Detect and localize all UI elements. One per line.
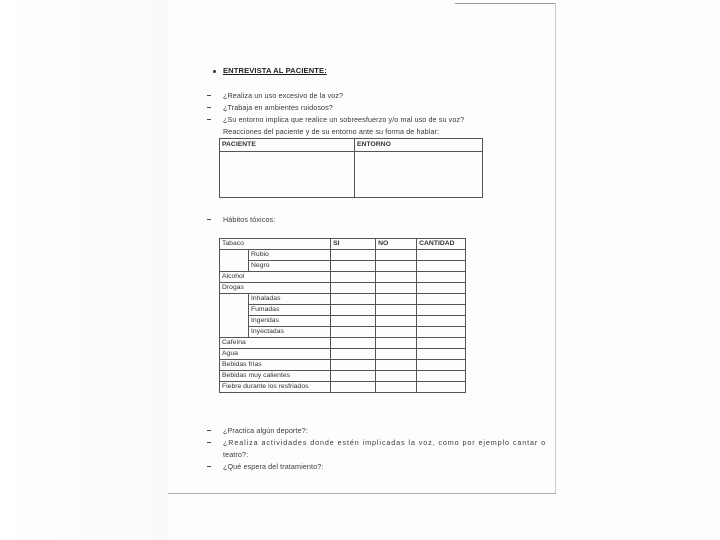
cell-si — [331, 294, 376, 305]
cell-si — [331, 349, 376, 360]
cell-si — [331, 305, 376, 316]
row-rubio: Rubio — [249, 250, 331, 261]
cell-cantidad — [417, 338, 466, 349]
cell-no — [376, 305, 417, 316]
question-actividades: ¿Realiza actividades donde estén implicadas la voz, como por ejemplo cantar o — [223, 438, 546, 447]
cell-si — [331, 272, 376, 283]
header-tabaco: Tabaco — [220, 239, 331, 250]
scan-edge-bottom — [168, 493, 556, 494]
bullet-dash-3 — [207, 119, 211, 120]
cell-cantidad — [417, 316, 466, 327]
cell-cantidad — [417, 294, 466, 305]
row-inhaladas: Inhaladas — [249, 294, 331, 305]
cell-no — [376, 327, 417, 338]
cell-cantidad — [417, 272, 466, 283]
cell-cantidad — [417, 327, 466, 338]
cell-no — [376, 272, 417, 283]
paciente-cell — [220, 152, 355, 198]
cell-si — [331, 261, 376, 272]
cell-no — [376, 349, 417, 360]
bullet-dash-4 — [207, 430, 211, 431]
row-drogas: Drogas — [220, 283, 331, 294]
col-entorno: ENTORNO — [355, 139, 483, 152]
cell-cantidad — [417, 305, 466, 316]
paciente-entorno-table — [219, 138, 483, 198]
scan-edge-right — [555, 3, 556, 493]
cell-si — [331, 382, 376, 393]
cell-no — [376, 316, 417, 327]
cell-no — [376, 283, 417, 294]
drogas-indent — [220, 294, 249, 338]
cell-no — [376, 371, 417, 382]
question-3: ¿Su entorno implica que realice un sobreesfuerzo y/o mal uso de su voz? — [223, 115, 465, 124]
scan-margin — [0, 0, 168, 540]
cell-si — [331, 283, 376, 294]
cell-no — [376, 360, 417, 371]
row-inyectadas: Inyectadas — [249, 327, 331, 338]
question-2: ¿Trabaja en ambientes ruidosos? — [223, 103, 333, 112]
question-tratamiento: ¿Qué espera del tratamiento?: — [223, 462, 324, 471]
row-negro: Negro — [249, 261, 331, 272]
row-cafeina: Cafeína — [220, 338, 331, 349]
col-paciente: PACIENTE — [220, 139, 355, 152]
cell-cantidad — [417, 349, 466, 360]
row-fiebre: Fiebre durante los resfriados — [220, 382, 331, 393]
row-fumadas: Fumadas — [249, 305, 331, 316]
row-bebidas-calientes: Bebidas muy calientes — [220, 371, 331, 382]
question-deporte: ¿Practica algún deporte?: — [223, 426, 308, 435]
section-title: ENTREVISTA AL PACIENTE: — [223, 66, 327, 75]
header-no: NO — [376, 239, 417, 250]
cell-no — [376, 261, 417, 272]
habits-label: Hábitos tóxicos: — [223, 215, 276, 224]
bullet-dash-habits — [207, 219, 211, 220]
question-1: ¿Realiza un uso excesivo de la voz? — [223, 91, 344, 100]
tabaco-indent — [220, 250, 249, 272]
bullet-dash-6 — [207, 466, 211, 467]
row-ingeridas: Ingeridas — [249, 316, 331, 327]
bullet-dash-1 — [207, 95, 211, 96]
bullet-dash-5 — [207, 442, 211, 443]
reactions-note: Reacciones del paciente y de su entorno ante su forma de hablar: — [223, 127, 440, 136]
header-cantidad: CANTIDAD — [417, 239, 466, 250]
cell-si — [331, 338, 376, 349]
cell-si — [331, 371, 376, 382]
heading-bullet — [213, 70, 216, 73]
cell-no — [376, 294, 417, 305]
header-si: SI — [331, 239, 376, 250]
cell-cantidad — [417, 283, 466, 294]
cell-cantidad — [417, 250, 466, 261]
cell-cantidad — [417, 261, 466, 272]
cell-no — [376, 250, 417, 261]
scan-edge-top — [455, 3, 555, 4]
entorno-cell — [355, 152, 483, 198]
cell-cantidad — [417, 371, 466, 382]
cell-cantidad — [417, 382, 466, 393]
row-agua: Agua — [220, 349, 331, 360]
bullet-dash-2 — [207, 107, 211, 108]
cell-si — [331, 250, 376, 261]
cell-si — [331, 327, 376, 338]
cell-no — [376, 338, 417, 349]
cell-cantidad — [417, 360, 466, 371]
row-alcohol: Alcohol — [220, 272, 331, 283]
row-bebidas-frias: Bebidas frías — [220, 360, 331, 371]
cell-si — [331, 316, 376, 327]
cell-no — [376, 382, 417, 393]
cell-si — [331, 360, 376, 371]
habits-table — [219, 238, 466, 393]
question-actividades-cont: teatro?: — [223, 450, 249, 459]
